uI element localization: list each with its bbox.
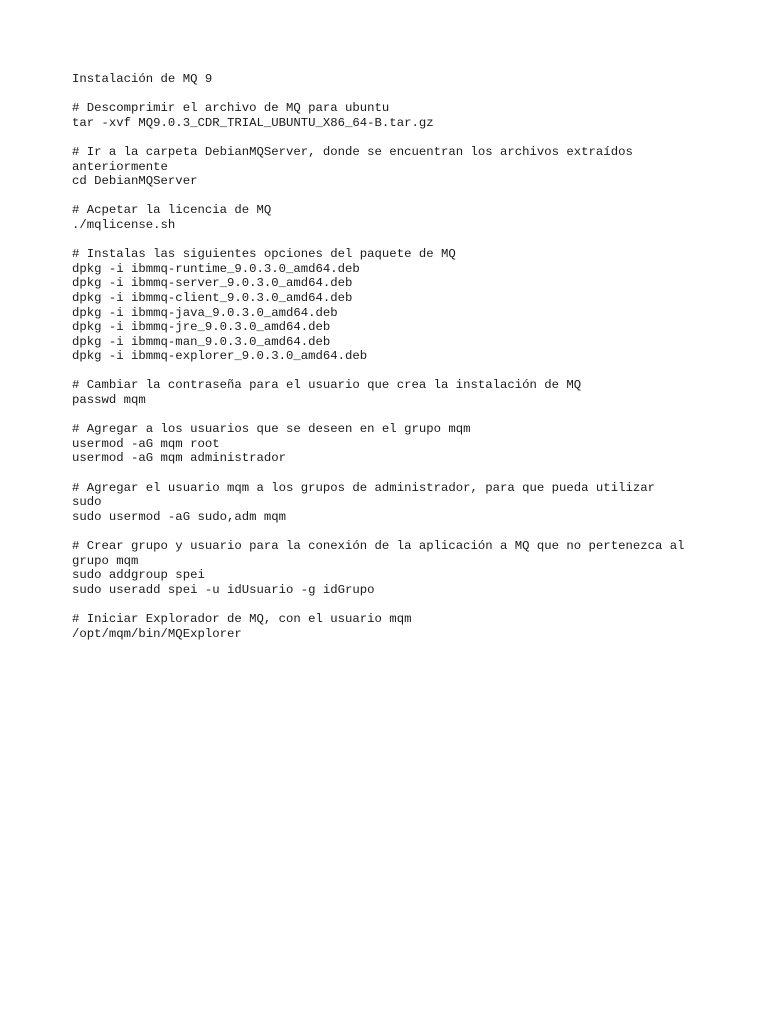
command-line: grupo mqm	[72, 553, 139, 568]
command-line: sudo usermod -aG sudo,adm mqm	[72, 509, 287, 524]
comment-line: # Acpetar la licencia de MQ	[72, 203, 272, 218]
section-spacer	[72, 189, 712, 204]
instruction-section	[72, 481, 712, 525]
instruction-section	[72, 378, 712, 407]
instruction-section	[72, 145, 712, 189]
command-line: sudo addgroup spei	[72, 568, 205, 583]
command-line: usermod -aG mqm administrador	[72, 451, 287, 466]
command-line: dpkg -i ibmmq-man_9.0.3.0_amd64.deb	[72, 334, 331, 349]
section-spacer	[72, 87, 712, 102]
section-spacer	[72, 233, 712, 248]
comment-line: # Cambiar la contraseña para el usuario que crea la instalación de MQ	[72, 378, 582, 393]
section-spacer	[72, 466, 712, 481]
command-line: anteriormente	[72, 159, 168, 174]
command-line: cd DebianMQServer	[72, 174, 198, 189]
section-spacer	[72, 130, 712, 145]
instruction-section	[72, 422, 712, 466]
instruction-section	[72, 101, 712, 130]
command-line: dpkg -i ibmmq-server_9.0.3.0_amd64.deb	[72, 276, 353, 291]
command-line: tar -xvf MQ9.0.3_CDR_TRIAL_UBUNTU_X86_64-B.tar.gz	[72, 115, 434, 130]
comment-line: # Descomprimir el archivo de MQ para ubuntu	[72, 101, 390, 116]
command-line: dpkg -i ibmmq-java_9.0.3.0_amd64.deb	[72, 305, 338, 320]
command-line: usermod -aG mqm root	[72, 436, 220, 451]
section-spacer	[72, 524, 712, 539]
command-line: sudo	[72, 495, 102, 510]
comment-line: # Ir a la carpeta DebianMQServer, donde se encuentran los archivos extraídos	[72, 144, 633, 159]
command-line: ./mqlicense.sh	[72, 217, 176, 232]
command-line: passwd mqm	[72, 393, 146, 408]
comment-line: # Agregar el usuario mqm a los grupos de administrador, para que pueda utilizar	[72, 480, 655, 495]
comment-line: # Agregar a los usuarios que se deseen en el grupo mqm	[72, 422, 471, 437]
instruction-section	[72, 612, 712, 641]
instruction-section	[72, 539, 712, 597]
instruction-section	[72, 203, 712, 232]
document-sections	[72, 87, 712, 642]
command-line: dpkg -i ibmmq-client_9.0.3.0_amd64.deb	[72, 290, 353, 305]
document-body	[72, 72, 712, 641]
comment-line: # Iniciar Explorador de MQ, con el usuario mqm	[72, 611, 412, 626]
comment-line: # Crear grupo y usuario para la conexión de la aplicación a MQ que no pertenezca al	[72, 539, 685, 553]
command-line: dpkg -i ibmmq-explorer_9.0.3.0_amd64.deb	[72, 349, 368, 364]
section-spacer	[72, 408, 712, 423]
command-line: /opt/mqm/bin/MQExplorer	[72, 626, 242, 641]
instruction-section	[72, 247, 712, 364]
command-line: dpkg -i ibmmq-runtime_9.0.3.0_amd64.deb	[72, 261, 360, 276]
section-spacer	[72, 364, 712, 379]
command-line: dpkg -i ibmmq-jre_9.0.3.0_amd64.deb	[72, 320, 331, 335]
section-spacer	[72, 597, 712, 612]
document-title: Instalación de MQ 9	[72, 72, 213, 86]
command-line: sudo useradd spei -u idUsuario -g idGrupo	[72, 582, 375, 597]
comment-line: # Instalas las siguientes opciones del paquete de MQ	[72, 247, 456, 262]
